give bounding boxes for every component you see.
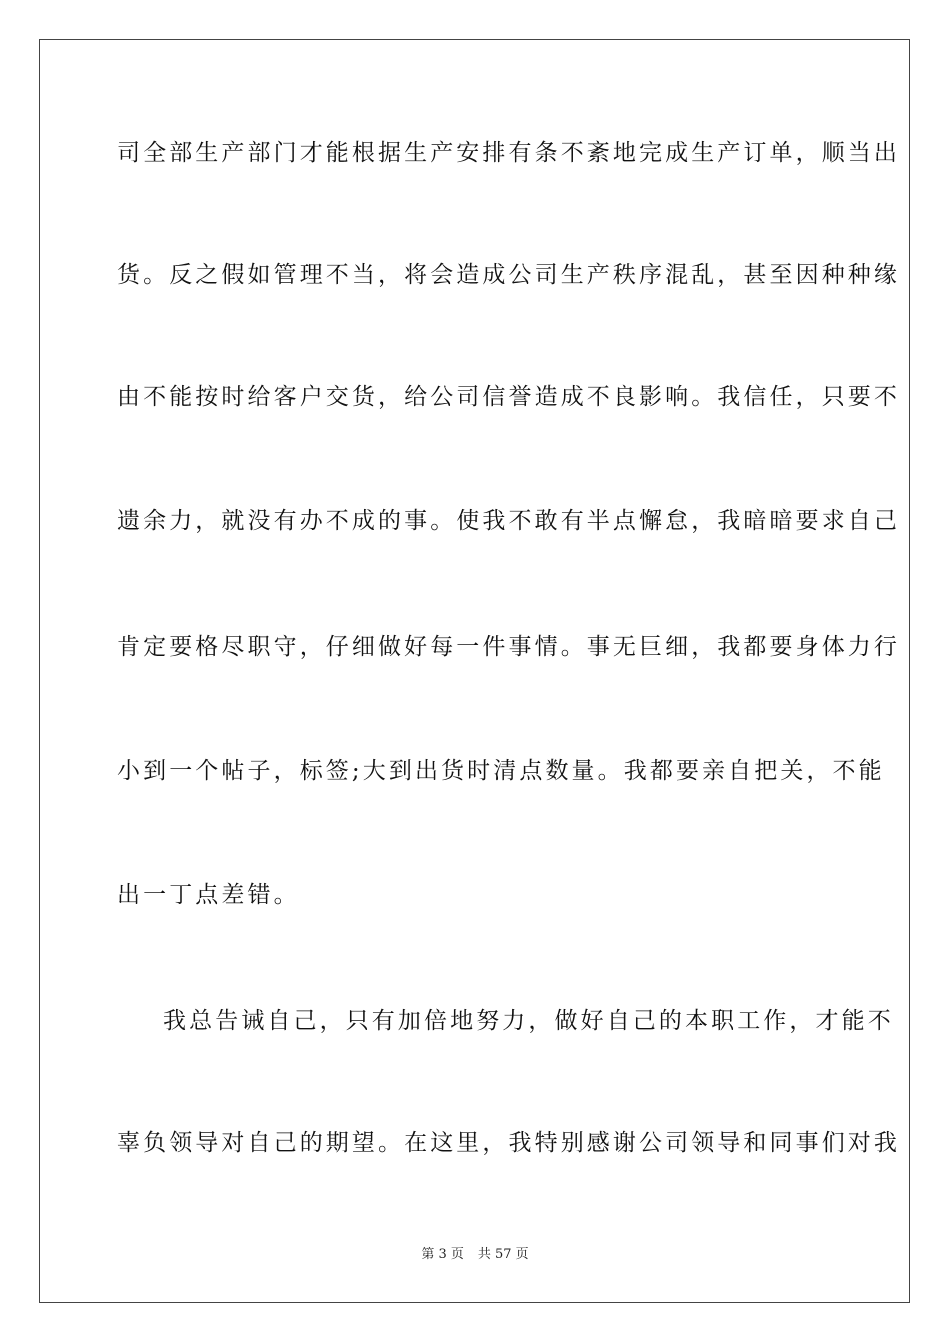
page-frame: [39, 39, 910, 1303]
text-line: 辜负领导对自己的期望。在这里，我特别感谢公司领导和同事们对我: [117, 1130, 900, 1156]
page-number: 第 3 页: [421, 1247, 464, 1262]
text-line: 出一丁点差错。: [117, 882, 300, 908]
paragraph-start-line: 我总告诫自己，只有加倍地努力，做好自己的本职工作，才能不: [163, 1008, 894, 1034]
text-line: 小到一个帖子，标签;大到出货时清点数量。我都要亲自把关，不能: [117, 758, 885, 784]
page-footer: [0, 1246, 950, 1264]
text-line: 肯定要格尽职守，仔细做好每一件事情。事无巨细，我都要身体力行: [117, 634, 900, 660]
text-line: 由不能按时给客户交货，给公司信誉造成不良影响。我信任，只要不: [117, 384, 900, 410]
total-pages: 共 57 页: [477, 1247, 529, 1262]
text-line: 遗余力，就没有办不成的事。使我不敢有半点懈怠，我暗暗要求自己: [117, 508, 900, 534]
text-line: 司全部生产部门才能根据生产安排有条不紊地完成生产订单，顺当出: [117, 140, 900, 166]
text-line: 货。反之假如管理不当，将会造成公司生产秩序混乱，甚至因种种缘: [117, 262, 900, 288]
